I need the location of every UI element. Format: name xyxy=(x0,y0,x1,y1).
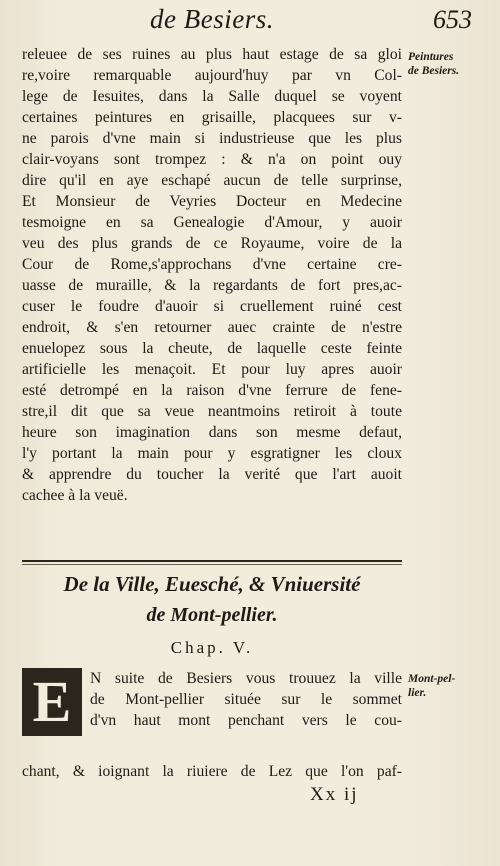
text-line: enuelopez sous la cheute, de laquelle ceste feinte xyxy=(22,340,402,357)
text-line: d'vn haut mont penchant vers le cou- xyxy=(90,712,402,729)
text-line: dire qu'il en aye eschapé aucun de telle surprinse, xyxy=(22,172,402,189)
dropcap-ornament xyxy=(22,668,82,736)
text-line: releuee de ses ruines au plus haut estage de sa gloi xyxy=(22,46,402,63)
chapter-paragraph-start xyxy=(90,668,402,731)
text-line: de Mont-pellier située sur le sommet xyxy=(90,691,402,708)
text-line: certaines peintures en grisaille, placquees sur v- xyxy=(22,109,402,126)
section-title: De la Ville, Euesché, & Vniuersité xyxy=(63,572,361,596)
text-line: esté detrompé en la raison d'vne ferrure de fene- xyxy=(22,382,402,399)
margin-note-line: Peintures xyxy=(408,51,454,63)
text-line: Cour de Rome,s'approchans d'vne certaine cre- xyxy=(22,256,402,273)
chapter-heading: Chap. V. xyxy=(170,638,254,657)
signature-mark: Xx ij xyxy=(310,784,359,805)
text-line: veu des plus grands de ce Royaume, voire de la xyxy=(22,235,402,252)
section-rule xyxy=(22,560,402,565)
chapter-paragraph-continued xyxy=(22,761,402,782)
margin-note-line: Mont-pel- xyxy=(408,673,456,685)
text-line: & apprendre du toucher la verité que l'art auoit xyxy=(22,466,402,483)
text-line: endroit, & s'en retourner auec crainte de n'estre xyxy=(22,319,402,336)
text-line: artificielle les menaçoit. Et pour luy apres auoir xyxy=(22,361,402,378)
text-line: Et Monsieur de Veyries Docteur en Medecine xyxy=(22,193,402,210)
text-line: clair-voyans sont trompez : & n'a on point ouy xyxy=(22,151,402,168)
margin-note-line: de Besiers. xyxy=(408,65,460,77)
text-line: chant, & ioignant la riuiere de Lez que l'on paf- xyxy=(22,763,402,780)
text-line: N suite de Besiers vous trouuez la ville xyxy=(90,670,402,687)
page-number: 653 xyxy=(433,5,472,34)
running-head-title: de Besiers. xyxy=(150,4,274,34)
text-line: l'y portant la main pour y esgratigner les cloux xyxy=(22,445,402,462)
section-subtitle: de Mont-pellier. xyxy=(146,604,278,626)
margin-note-line: lier. xyxy=(408,687,427,699)
margin-note-peintures xyxy=(408,50,459,78)
dropcap-letter: E xyxy=(32,669,72,734)
body-paragraph xyxy=(22,44,402,506)
text-line: uasse de muraille, & la regardants de fort pres,ac- xyxy=(22,277,402,294)
margin-note-montpellier xyxy=(408,672,455,700)
text-line: lege de Iesuites, dans la Salle duquel se voyent xyxy=(22,88,402,105)
text-line: cuser le foudre d'auoir si cruellement ruiné cest xyxy=(22,298,402,315)
text-line: stre,il dit que sa veue neantmoins retiroit à toute xyxy=(22,403,402,420)
text-line: re,voire remarquable aujourd'huy par vn Col- xyxy=(22,67,402,84)
text-line: ne parois d'vne main si industrieuse que les plus xyxy=(22,130,402,147)
text-line: heure son imagination dans son mesme defaut, xyxy=(22,424,402,441)
text-line: tesmoigne en sa Genealogie d'Amour, y auoir xyxy=(22,214,402,231)
text-line: cachee à la veuë. xyxy=(22,487,128,504)
running-head xyxy=(0,4,500,40)
